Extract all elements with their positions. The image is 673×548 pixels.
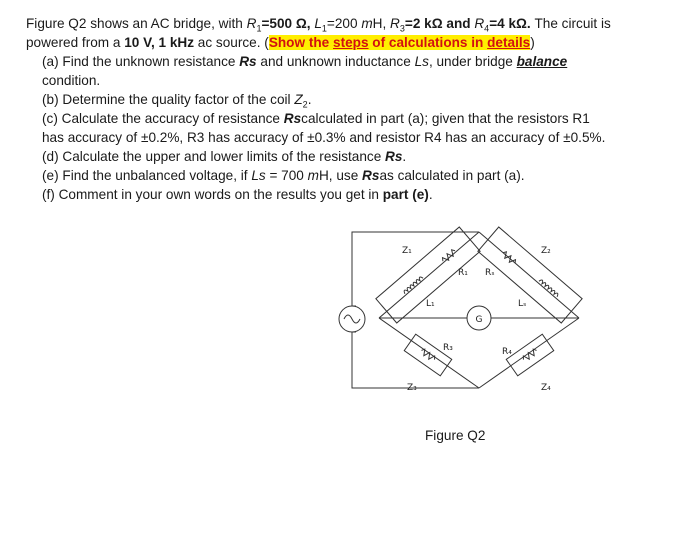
resistor-r3-icon bbox=[420, 348, 437, 362]
part-e: (e) Find the unbalanced voltage, if Ls = 700 mH, use Rsas calculated in part (a). bbox=[42, 168, 525, 183]
intro-line-1: Figure Q2 shows an AC bridge, with $R_1=500$ Ω, $L_1=200$ mH, $R_3=2$ kΩ and $R_4=4$ kΩ. The circuit is bbox=[26, 16, 611, 34]
label-z4: Z₄ bbox=[541, 383, 551, 393]
label-l1: L₁ bbox=[426, 299, 435, 309]
bottom-wire bbox=[352, 332, 479, 388]
inductor-ls-icon bbox=[539, 279, 559, 297]
part-d: (d) Calculate the upper and lower limits of the resistance Rs. bbox=[42, 149, 407, 164]
part-a-cont: condition. bbox=[42, 73, 101, 88]
label-rs: Rₛ bbox=[485, 268, 495, 278]
part-b: (b) Determine the quality factor of the coil $Z_2$. bbox=[42, 92, 312, 110]
label-ls: Lₛ bbox=[518, 299, 527, 309]
z4-box bbox=[506, 334, 554, 376]
label-r4: R₄ bbox=[502, 347, 512, 357]
intro-line-2: powered from a 10 V, 1 kHz ac source. (Show the steps of calculations in details) bbox=[26, 35, 535, 50]
svg-text:G: G bbox=[475, 315, 483, 325]
part-c: (c) Calculate the accuracy of resistance Rscalculated in part (a); given that the resistors R1 bbox=[42, 111, 590, 126]
label-r3: R₃ bbox=[443, 343, 453, 353]
ac-source-icon bbox=[339, 306, 365, 332]
label-r1: R₁ bbox=[458, 268, 468, 278]
part-f: (f) Comment in your own words on the results you get in part (e). bbox=[42, 187, 433, 202]
label-z3: Z₃ bbox=[407, 383, 417, 393]
z3-box bbox=[404, 334, 452, 376]
label-z2: Z₂ bbox=[541, 246, 551, 256]
galvanometer-icon bbox=[467, 306, 491, 330]
figure-caption: Figure Q2 bbox=[425, 428, 486, 443]
highlighted-instruction: Show the steps of calculations in details bbox=[268, 35, 531, 50]
inductor-l1-icon bbox=[403, 276, 423, 294]
part-c-cont: has accuracy of ±0.2%, R3 has accuracy of ±0.3% and resistor R4 has an accuracy of ±0.5%. bbox=[42, 130, 606, 145]
part-a: (a) Find the unknown resistance Rs and unknown inductance Ls, under bridge balance bbox=[42, 54, 568, 69]
resistor-r4-icon bbox=[522, 348, 539, 362]
resistor-r1-icon bbox=[441, 249, 457, 264]
label-z1: Z₁ bbox=[402, 246, 412, 256]
